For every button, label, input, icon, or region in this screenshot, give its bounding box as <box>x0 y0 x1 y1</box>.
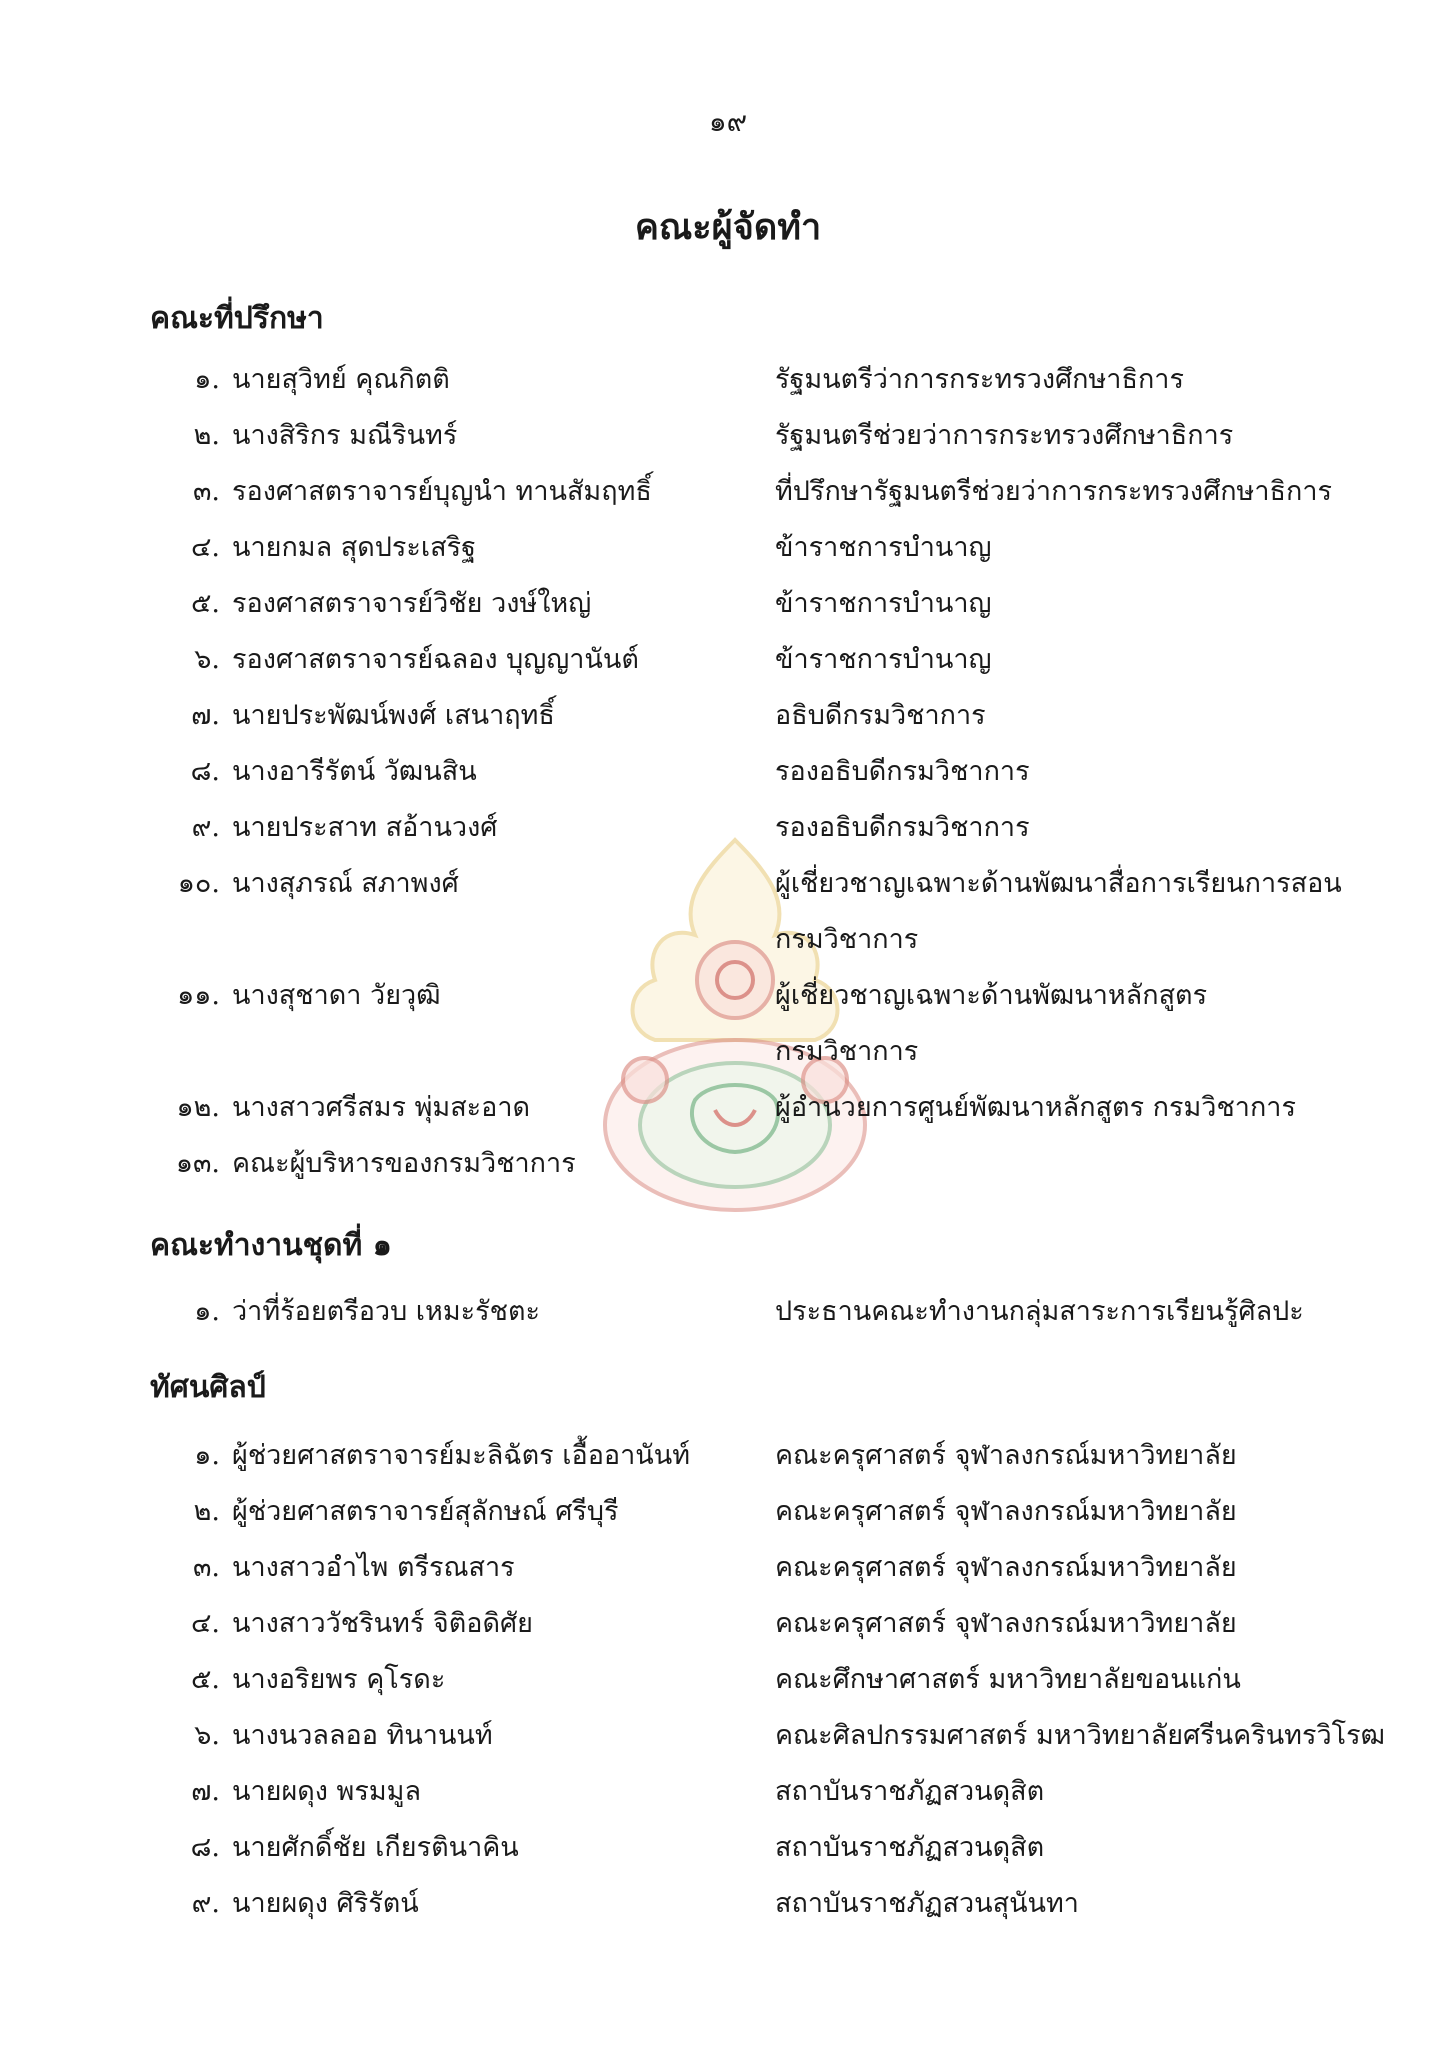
item-number: ๖. <box>194 644 220 675</box>
item-role: คณะศึกษาศาสตร์ มหาวิทยาลัยขอนแก่น <box>775 1664 1241 1695</box>
item-name: รองศาสตราจารย์วิชัย วงษ์ใหญ่ <box>232 588 592 619</box>
item-name: ผู้ช่วยศาสตราจารย์มะลิฉัตร เอื้ออานันท์ <box>232 1440 691 1471</box>
item-number: ๗. <box>191 700 220 731</box>
item-role: สถาบันราชภัฏสวนดุสิต <box>775 1776 1045 1807</box>
list-item <box>0 638 1456 682</box>
item-name: นายผดุง พรมมูล <box>232 1776 421 1807</box>
item-name: นางอริยพร คุโรดะ <box>232 1664 446 1695</box>
list-item <box>0 1882 1456 1926</box>
item-role: ที่ปรึกษารัฐมนตรีช่วยว่าการกระทรวงศึกษาธิการ <box>775 476 1333 507</box>
item-number: ๓. <box>192 1552 220 1583</box>
item-role: อธิบดีกรมวิชาการ <box>775 700 986 731</box>
list-item <box>0 414 1456 458</box>
list-item <box>0 1434 1456 1478</box>
item-number: ๑. <box>194 1296 220 1327</box>
list-item <box>0 1658 1456 1702</box>
item-number: ๒. <box>193 420 220 451</box>
item-name: นายประพัฒน์พงศ์ เสนาฤทธิ์ <box>232 700 555 731</box>
item-number: ๑๓. <box>175 1148 220 1179</box>
list-item <box>0 1770 1456 1814</box>
item-role: คณะศิลปกรรมศาสตร์ มหาวิทยาลัยศรีนครินทรวิโรฒ <box>775 1720 1386 1751</box>
item-number: ๕. <box>190 588 220 619</box>
item-role: รองอธิบดีกรมวิชาการ <box>775 756 1030 787</box>
page-number: ๑๙ <box>708 105 748 138</box>
list-item <box>0 582 1456 626</box>
list-item <box>0 750 1456 794</box>
item-role: ข้าราชการบำนาญ <box>775 532 992 563</box>
item-number: ๖. <box>194 1720 220 1751</box>
list-item <box>0 694 1456 738</box>
item-number: ๔. <box>190 532 220 563</box>
item-name: รองศาสตราจารย์บุญนำ ทานสัมฤทธิ์ <box>232 476 652 507</box>
item-role: ผู้เชี่ยวชาญเฉพาะด้านพัฒนาสื่อการเรียนการสอน <box>775 868 1342 899</box>
item-role: คณะครุศาสตร์ จุฬาลงกรณ์มหาวิทยาลัย <box>775 1440 1237 1471</box>
list-item <box>0 526 1456 570</box>
item-role: รัฐมนตรีว่าการกระทรวงศึกษาธิการ <box>775 364 1184 395</box>
item-number: ๘. <box>190 756 220 787</box>
item-name: นางสุชาดา วัยวุฒิ <box>232 980 441 1011</box>
item-role: สถาบันราชภัฏสวนสุนันทา <box>775 1888 1079 1919</box>
item-role: ผู้อำนวยการศูนย์พัฒนาหลักสูตร กรมวิชาการ <box>775 1092 1296 1123</box>
list-item <box>0 1602 1456 1646</box>
list-item <box>0 862 1456 955</box>
section-heading-working-group: คณะทำงานชุดที่ ๑ <box>150 1228 392 1263</box>
item-name: นางนวลลออ ทินานนท์ <box>232 1720 493 1751</box>
item-name: นายประสาท สอ้านวงศ์ <box>232 812 498 843</box>
item-role: คณะครุศาสตร์ จุฬาลงกรณ์มหาวิทยาลัย <box>775 1552 1237 1583</box>
item-name: ว่าที่ร้อยตรีอวบ เหมะรัชตะ <box>232 1296 540 1327</box>
list-item <box>0 974 1456 1067</box>
item-name: นางสาวอำไพ ตรีรณสาร <box>232 1552 515 1583</box>
item-role: ข้าราชการบำนาญ <box>775 644 992 675</box>
item-number: ๑๑. <box>177 980 220 1011</box>
item-number: ๗. <box>191 1776 220 1807</box>
section-heading-visual-arts: ทัศนศิลป์ <box>150 1370 266 1405</box>
item-name: ผู้ช่วยศาสตราจารย์สุลักษณ์ ศรีบุรี <box>232 1496 619 1527</box>
item-role: สถาบันราชภัฏสวนดุสิต <box>775 1832 1045 1863</box>
list-item <box>0 1490 1456 1534</box>
item-number: ๔. <box>190 1608 220 1639</box>
list-item <box>0 806 1456 850</box>
item-number: ๑๐. <box>177 868 220 899</box>
item-name: นางสาววัชรินทร์ จิติอดิศัย <box>232 1608 533 1639</box>
list-item <box>0 470 1456 514</box>
list-item <box>0 1714 1456 1758</box>
item-name: นางสุภรณ์ สภาพงศ์ <box>232 868 459 899</box>
item-name: นางสิริกร มณีรินทร์ <box>232 420 458 451</box>
list-item <box>0 358 1456 402</box>
item-name: คณะผู้บริหารของกรมวิชาการ <box>232 1148 576 1179</box>
item-role: ผู้เชี่ยวชาญเฉพาะด้านพัฒนาหลักสูตร <box>775 980 1208 1011</box>
item-number: ๑๒. <box>176 1092 220 1123</box>
item-role: คณะครุศาสตร์ จุฬาลงกรณ์มหาวิทยาลัย <box>775 1608 1237 1639</box>
list-item <box>0 1290 1456 1334</box>
item-name: นางอารีรัตน์ วัฒนสิน <box>232 756 477 787</box>
item-role: รองอธิบดีกรมวิชาการ <box>775 812 1030 843</box>
list-item <box>0 1142 1456 1186</box>
item-number: ๕. <box>190 1664 220 1695</box>
item-number: ๘. <box>190 1832 220 1863</box>
section-heading-advisors: คณะที่ปรึกษา <box>150 301 324 336</box>
item-number: ๓. <box>192 476 220 507</box>
item-number: ๒. <box>193 1496 220 1527</box>
item-name: รองศาสตราจารย์ฉลอง บุญญานันต์ <box>232 644 639 675</box>
item-role: ประธานคณะทำงานกลุ่มสาระการเรียนรู้ศิลปะ <box>775 1296 1304 1327</box>
item-name: นายกมล สุดประเสริฐ <box>232 532 476 563</box>
page-title: คณะผู้จัดทำ <box>634 206 822 248</box>
item-name: นายศักดิ์ชัย เกียรตินาคิน <box>232 1832 519 1863</box>
item-role: รัฐมนตรีช่วยว่าการกระทรวงศึกษาธิการ <box>775 420 1234 451</box>
item-role: คณะครุศาสตร์ จุฬาลงกรณ์มหาวิทยาลัย <box>775 1496 1237 1527</box>
item-name: นางสาวศรีสมร พุ่มสะอาด <box>232 1092 531 1123</box>
item-name: นายสุวิทย์ คุณกิตติ <box>232 364 450 395</box>
item-number: ๙. <box>191 1888 220 1919</box>
item-number: ๑. <box>194 364 220 395</box>
list-item <box>0 1546 1456 1590</box>
item-number: ๙. <box>191 812 220 843</box>
item-role-continued: กรมวิชาการ <box>775 924 919 955</box>
list-item <box>0 1086 1456 1130</box>
list-item <box>0 1826 1456 1870</box>
item-name: นายผดุง ศิริรัตน์ <box>232 1888 419 1919</box>
item-role: ข้าราชการบำนาญ <box>775 588 992 619</box>
item-number: ๑. <box>194 1440 220 1471</box>
item-role-continued: กรมวิชาการ <box>775 1036 919 1067</box>
